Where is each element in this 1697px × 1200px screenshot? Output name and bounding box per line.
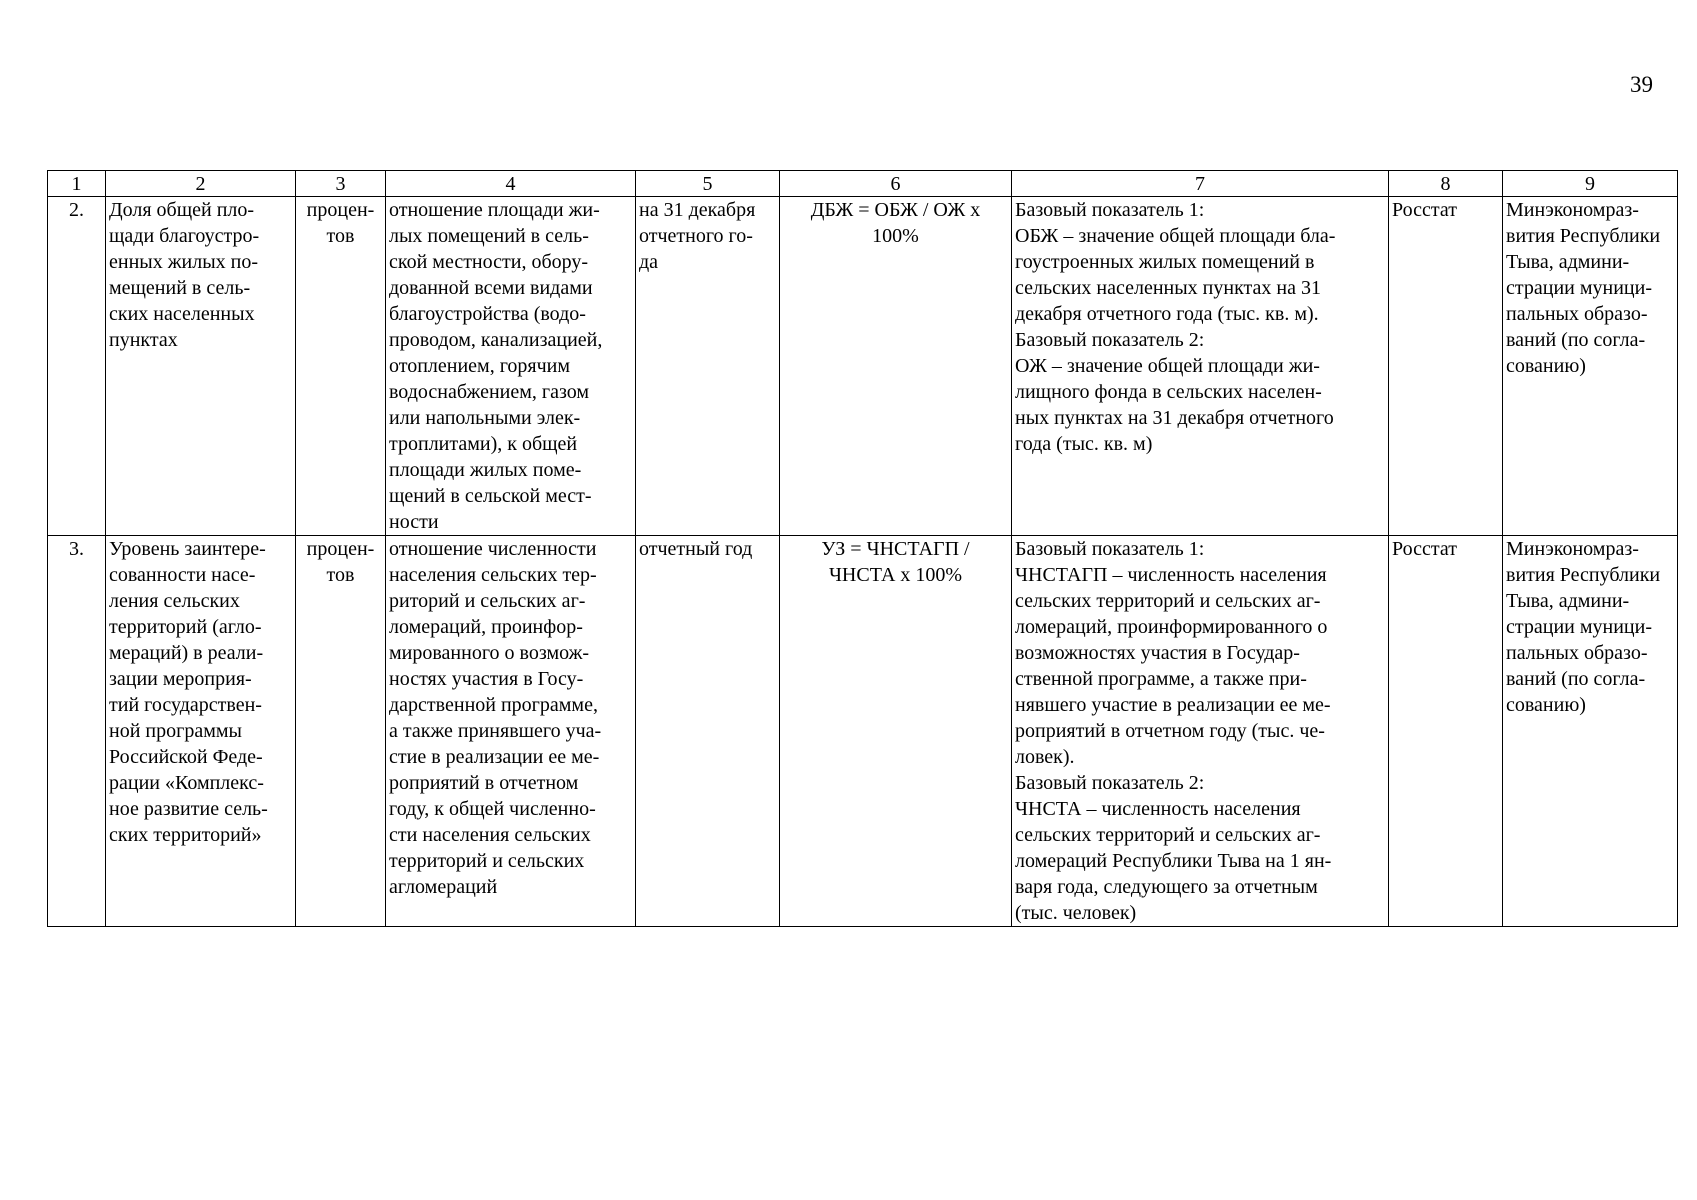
row-number-cell: 3. [48, 536, 106, 927]
source-cell: Росстат [1389, 197, 1503, 536]
header-cell: 9 [1503, 171, 1678, 197]
formula-cell: ДБЖ = ОБЖ / ОЖ x 100% [780, 197, 1012, 536]
table-row [48, 197, 1678, 536]
period-cell: отчетный год [636, 536, 780, 927]
formula-cell: УЗ = ЧНСТАГП / ЧНСТА x 100% [780, 536, 1012, 927]
header-cell: 1 [48, 171, 106, 197]
header-cell: 6 [780, 171, 1012, 197]
header-cell: 5 [636, 171, 780, 197]
base-indicators-cell: Базовый показатель 1: ЧНСТАГП – численность населения сельских территорий и сельских аг- ломераций, проинформированного о возможностях участия в Государ- ственной программе, а также при- нявшего участие в реализации ее ме- роприятий в отчетном году (тыс. че- ловек). Базовый показатель 2: ЧНСТА – численность населения сельских территорий и сельских аг- ломераций Республики Тыва на 1 ян- варя года, следующего за отчетным (тыс. человек) [1012, 536, 1389, 927]
base-indicators-cell: Базовый показатель 1: ОБЖ – значение общей площади бла- гоустроенных жилых помещений в сельских населенных пунктах на 31 декабря отчетного года (тыс. кв. м). Базовый показатель 2: ОЖ – значение общей площади жи- лищного фонда в сельских населен- ных пунктах на 31 декабря отчетного года (тыс. кв. м) [1012, 197, 1389, 536]
header-cell: 3 [296, 171, 386, 197]
definition-cell: отношение численности населения сельских тер- риторий и сельских аг- ломераций, проинфор- мированного о возмож- ностях участия в Госу- дарственной программе, а также принявшего уча- стие в реализации ее ме- роприятий в отчетном году, к общей численно- сти населения сельских территорий и сельских агломераций [386, 536, 636, 927]
header-cell: 4 [386, 171, 636, 197]
header-cell: 7 [1012, 171, 1389, 197]
definition-cell: отношение площади жи- лых помещений в сель- ской местности, обору- дованной всеми видами благоустройства (водо- проводом, канализацией, отоплением, горячим водоснабжением, газом или напольными элек- троплитами), к общей площади жилых поме- щений в сельской мест- ности [386, 197, 636, 536]
row-number-cell: 2. [48, 197, 106, 536]
header-cell: 2 [106, 171, 296, 197]
indicator-name-cell: Уровень заинтере- сованности насе- ления сельских территорий (агло- мераций) в реали- зации мероприя- тий государствен- ной программы Российской Феде- рации «Комплекс- ное развитие сель- ских территорий» [106, 536, 296, 927]
indicators-table [47, 170, 1678, 927]
responsible-cell: Минэкономраз- вития Республики Тыва, админи- страции муници- пальных образо- ваний (по согла- сованию) [1503, 197, 1678, 536]
header-cell: 8 [1389, 171, 1503, 197]
table-header-row [48, 171, 1678, 197]
table-row [48, 536, 1678, 927]
unit-cell: процен- тов [296, 197, 386, 536]
source-cell: Росстат [1389, 536, 1503, 927]
unit-cell: процен- тов [296, 536, 386, 927]
indicator-name-cell: Доля общей пло- щади благоустро- енных жилых по- мещений в сель- ских населенных пунктах [106, 197, 296, 536]
page-number: 39 [1630, 72, 1653, 97]
responsible-cell: Минэкономраз- вития Республики Тыва, админи- страции муници- пальных образо- ваний (по согла- сованию) [1503, 536, 1678, 927]
period-cell: на 31 декабря отчетного го- да [636, 197, 780, 536]
